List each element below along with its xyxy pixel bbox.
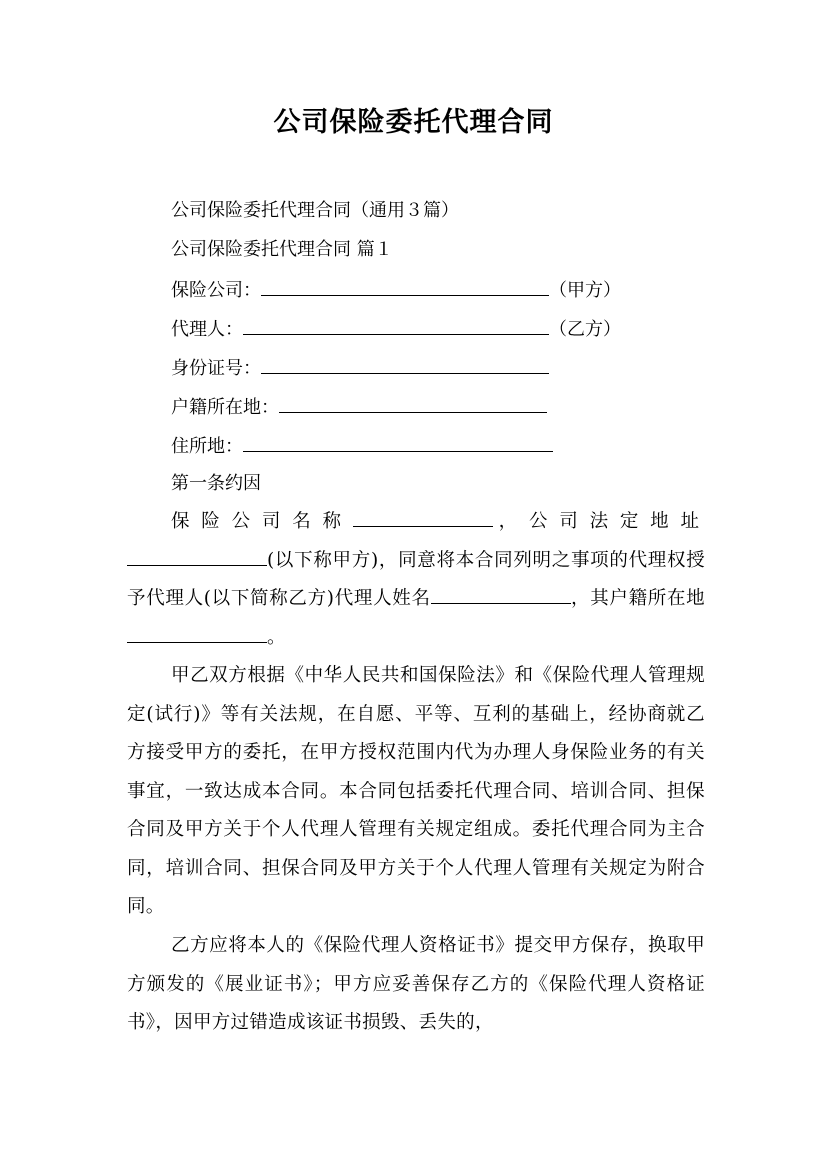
article1-heading: 第一条约因 [171, 473, 261, 494]
id-label: 身份证号： [171, 358, 261, 379]
insurer-label: 保险公司： [171, 280, 261, 301]
document-subtitle: 公司保险委托代理合同（通用３篇） [171, 200, 459, 221]
insurer-suffix: （甲方） [549, 280, 621, 301]
residence-field [171, 433, 553, 459]
residence-label: 住所地： [171, 436, 243, 457]
company-address-blank [127, 549, 267, 566]
agent-hukou-blank [127, 626, 267, 643]
paragraph-1 [127, 503, 705, 657]
para1-text-a: 保险公司名称 [171, 511, 353, 532]
insurer-field [171, 277, 621, 303]
company-name-blank [353, 510, 493, 527]
paragraph-2: 甲乙双方根据《中华人民共和国保险法》和《保险代理人管理规定(试行)》等有关法规，在自愿、平等、互利的基础上，经协商就乙方接受甲方的委托，在甲方授权范围内代为办理人身保险业务的有关事宜，一致达成本合同。本合同包括委托代理合同、培训合同、担保合同及甲方关于个人代理人管理有关规定组成。委托代理合同为主合同，培训合同、担保合同及甲方关于个人代理人管理有关规定为附合同。 [127, 665, 705, 917]
para1-text-c: (以下称甲方)，同意将本合同列明之事项的代理权授予代理人(以下简称乙方)代理人姓名 [127, 549, 705, 609]
agent-label: 代理人： [171, 319, 243, 340]
agent-field [171, 316, 621, 342]
insurer-blank [261, 277, 549, 296]
para1-text-e: 。 [267, 626, 286, 648]
agent-blank [243, 316, 549, 335]
part-heading: 公司保险委托代理合同 篇１ [171, 239, 393, 260]
residence-blank [243, 433, 553, 452]
id-blank [261, 355, 549, 374]
hukou-label: 户籍所在地： [171, 397, 279, 418]
para1-text-d: ，其户籍所在地 [570, 588, 705, 609]
hukou-blank [279, 394, 547, 413]
id-field [171, 355, 549, 381]
agent-name-blank [431, 587, 571, 604]
hukou-field [171, 394, 547, 420]
agent-suffix: （乙方） [549, 319, 621, 340]
para1-text-b: ，公司法定地址 [492, 511, 705, 532]
document-title: 公司保险委托代理合同 [273, 107, 554, 138]
paragraph-3: 乙方应将本人的《保险代理人资格证书》提交甲方保存，换取甲方颁发的《展业证书》；甲方应妥善保存乙方的《保险代理人资格证书》，因甲方过错造成该证书损毁、丢失的， [127, 935, 705, 1033]
